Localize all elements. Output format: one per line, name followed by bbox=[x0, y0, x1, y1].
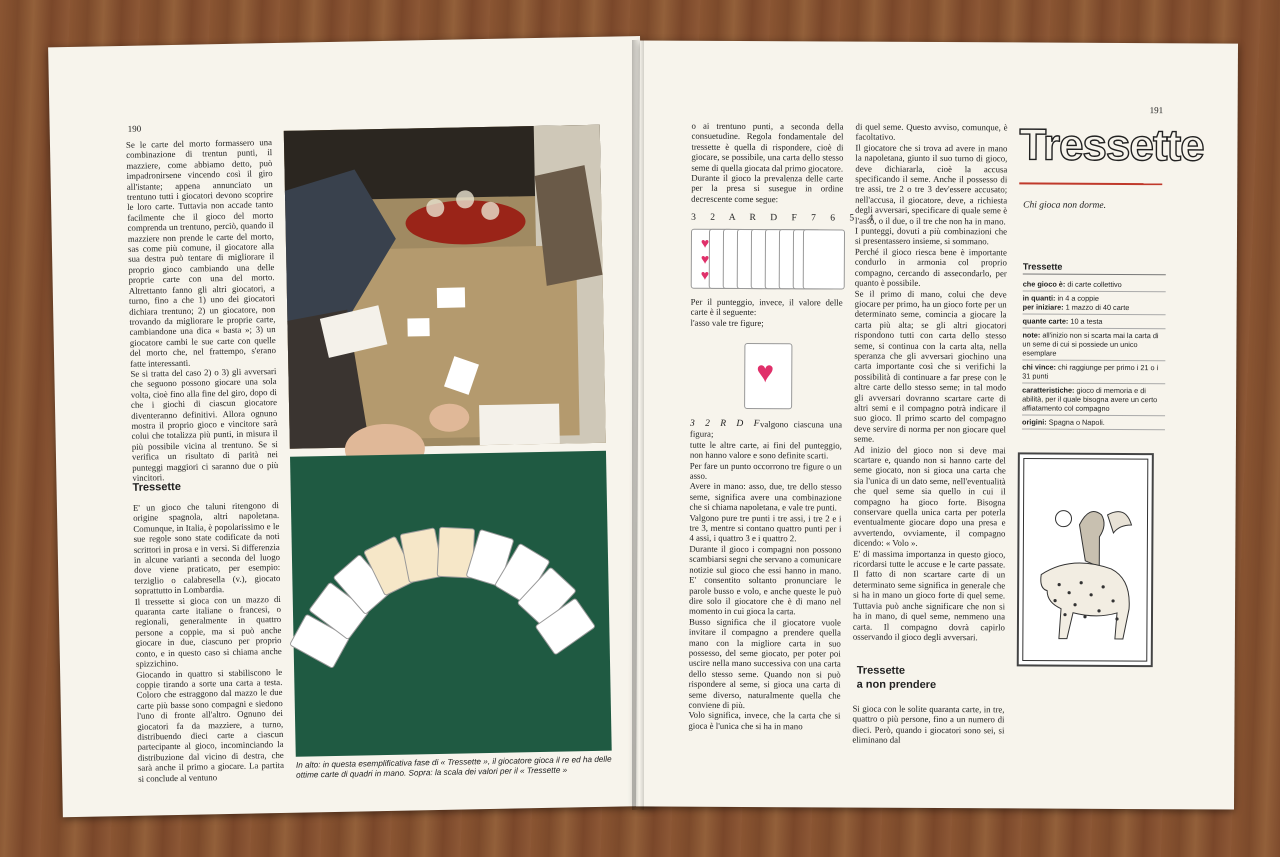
playing-card bbox=[803, 229, 845, 289]
card-players-photo bbox=[284, 125, 606, 449]
motto: Chi gioca non dorme. bbox=[1023, 200, 1107, 211]
heart-icon: ♥ bbox=[756, 356, 775, 390]
info-row bbox=[1022, 415, 1165, 430]
figure-sequence: 3 2 R D F bbox=[689, 418, 764, 430]
card-fan-illustration bbox=[691, 229, 843, 290]
info-value: 10 a testa bbox=[1070, 316, 1103, 326]
info-label: in quanti: bbox=[1022, 293, 1056, 303]
info-value: in 4 a coppie bbox=[1057, 293, 1099, 303]
right-col1-text-a: o ai trentuno punti, a seconda della consuetudine. Regola fondamentale del tressette è quella di rispondere, cioè di giocare, se possibile, una carta dello stesso seme di quella giocata dal primo giocatore. Durante il gioco la prevalenza delle carte per la presa si susegue in ordine decrescente come segue: bbox=[691, 120, 844, 205]
info-row bbox=[1023, 277, 1166, 292]
info-label: quante carte: bbox=[1022, 316, 1069, 326]
page-number-left: 190 bbox=[127, 123, 142, 134]
info-label: che gioco è: bbox=[1022, 279, 1066, 289]
left-section-text bbox=[132, 500, 285, 784]
info-label: note: bbox=[1022, 330, 1041, 340]
book-spine bbox=[632, 40, 644, 810]
info-row bbox=[1023, 314, 1166, 329]
card-arc-photo bbox=[290, 451, 612, 757]
left-column-text bbox=[125, 137, 279, 483]
paragraph: Se le carte del morto formassero una combinazione di trentun punti, il mazziere, come abbiamo detto, può impadronirsene vincendo così il giro all'istante; appena annunciato un trentuno tutti i giocatori devono scoprire le loro carte. Tuttavia non accade tanto facilmente che il gioco del morto comprenda un trentuno, perciò, quando il mazziere non prende le carte del morto, sas come più comune, il giocatore alla sua destra può tentare di migliorare il proprio gioco cambiando una delle proprie carte con una del morto. Altrettanto fanno gli altri giocatori, a turno, fino a che 1) uno dei giocatori dichiara trentuno; 2) un giocatore, non trovando da migliorare le proprie carte, cambiandone una dica « basta »; 3) un giocatore cambi le sue carte con quelle del morto che, nel frattempo, s'erano fatte interessanti. bbox=[125, 137, 277, 369]
right-col1-text-b: Per il punteggio, invece, il valore delle carte è il seguente: l'asso vale tre figure; bbox=[690, 296, 843, 328]
info-label: per iniziare: bbox=[1022, 302, 1064, 312]
right-col2-section-text: Si gioca con le solite quaranta carte, in tre, quattro o più persone, fino a un numero di dieci. Però, quando i giocatori sono sei, si eliminano dal bbox=[852, 703, 1005, 746]
photo-caption: In alto: in questa esemplificativa fase di « Tressette », il giocatore gioca il re ed ha delle ottime carte di quadri in mano. Sopra: la scala dei valori per il « Tressette » bbox=[295, 754, 612, 780]
page-number-right: 191 bbox=[1149, 105, 1164, 116]
paragraph: Se si tratta del caso 2) o 3) gli avversari che seguono possono giocare una sola volta, cioè fino alla fine del giro, dopo di che i giochi di ciascun giocatore diventeranno definitivi. Allora ognuno mostra il proprio gioco e vincitore sarà colui che totalizza più punti, in misura il più possibile vicina al trentuno. Se si verifica un risultato di parità nei punteggi maggiori ci saranno due o più vincitori. bbox=[130, 365, 279, 483]
info-value: all'inizio non si scarta mai la carta di un seme di cui si possiede un unico esemplare bbox=[1022, 330, 1159, 358]
info-value: chi raggiunge per primo i 21 o i 31 punti bbox=[1022, 362, 1159, 381]
heart-icon: ♥ ♥ ♥ bbox=[700, 236, 710, 284]
info-value: Spagna o Napoli. bbox=[1048, 417, 1105, 427]
ace-of-hearts-card bbox=[744, 343, 792, 409]
info-label: origini: bbox=[1021, 417, 1047, 427]
leopard-rider-engraving bbox=[1019, 454, 1152, 665]
info-row bbox=[1022, 383, 1165, 416]
info-row bbox=[1023, 291, 1166, 315]
engraving-illustration bbox=[1017, 452, 1154, 667]
right-col1-text-c: valgono ciascuna una figura; tutte le altre carte, ai fini del punteggio, non hanno valore e sono definite scarti. Per fare un punto occorrono tre figure o un asso. Avere in mano: asso, due, tre dello stesso seme, significa avere una combinazione che si chiama napoletana, e vale tre punti. Valgono pure tre punti i tre assi, i tre 2 e i tre 3, mentre si contano quattro punti per i 4 assi, i quattro 3 e i quattro 2. Durante il gioco i compagni non possono scambiarsi segni che servano a comunicare notizie sul gioco che essi hanno in mano. E' consentito soltanto pronunciare le parole busso e volo, e anche queste le può dire solo il giocatore che è di mano nel momento in cui gioca la carta. Busso significa che il giocatore vuole invitare il compagno a prendere quella mano con la migliore carta in suo possesso, del seme giocato, per poter poi uscire nella mano successiva con una carta dello stesso seme. Quando non si può rispondere al seme, si gioca una carta di seme diverso, naturalmente quella che conviene di più. Volo significa, invece, che la carta che si gioca è l'unica che si ha in mano bbox=[688, 419, 843, 732]
card-order-sequence: 3 2 A R D F 7 6 5 4 bbox=[691, 212, 880, 224]
info-value: di carte collettivo bbox=[1067, 279, 1122, 289]
section-title-line: a non prendere bbox=[856, 678, 937, 691]
info-row bbox=[1022, 328, 1165, 361]
left-page bbox=[48, 36, 655, 817]
right-page bbox=[636, 40, 1238, 809]
paragraph: Il tressette si gioca con un mazzo di quaranta carte italiane o francesi, o regionali, generalmente in quattro persone a coppie, ma si può anche giocare in due, ciascuno per proprio conto, e in questo caso si chiama anche spizzichino. bbox=[134, 593, 282, 669]
info-box bbox=[1022, 262, 1166, 430]
info-box-title: Tressette bbox=[1023, 262, 1166, 275]
info-label: chi vince: bbox=[1022, 362, 1057, 372]
section-title-a-non-prendere bbox=[857, 664, 937, 692]
card-players-illustration bbox=[284, 125, 606, 449]
section-title-line: Tressette bbox=[856, 664, 906, 677]
info-value: 1 mazzo di 40 carte bbox=[1065, 302, 1130, 313]
info-row bbox=[1022, 360, 1165, 384]
paragraph: E' un gioco che taluni ritengono di origine spagnola, altri napoletana. Comunque, in Italia, è popolarissimo e le sue regole sono state codificate da noti scrittori in prosa e in versi. Si differenzia in alcune varianti a seconda del luogo dove viene praticato, per esempio: terziglio o calabresella (v.), giocato soprattutto in Lombardia. bbox=[132, 500, 281, 597]
info-label: caratteristiche: bbox=[1022, 385, 1075, 395]
section-title: Tressette bbox=[132, 480, 181, 494]
info-value: gioco di memoria e di abilità, per il quale bisogna avere un certo affiatamento col compagno bbox=[1022, 385, 1158, 413]
chapter-title: Tressette bbox=[1019, 120, 1204, 171]
red-rule bbox=[1019, 182, 1162, 185]
right-col2-text: di quel seme. Questo avviso, comunque, è facoltativo. Il giocatore che si trova ad avere in mano la napoletana, giunto il suo turno di gioco, deve dichiararla, cioè la accusa specificando il seme. Anche il possesso di tre assi, tre 2 o tre 3 dev'essere accusato; nell'accusa, il giocatore, deve, a richiesta degli avversari, specificare di quale seme è l'asso, o il due, o il tre che non ha in mano. I punteggi, dovuti a più combinazioni che si presentassero insieme, si sommano. Perché il gioco riesca bene è importante condurlo in armonia col proprio compagno, cercando di assecondarlo, per quanto è possibile. Se il primo di mano, colui che deve giocare per primo, ha un gioco forte per un determinato seme, comincia a giocare la carta più alta; se gli altri giocatori rispondono tutti con carta dello stesso seme, si continua con la carta alta, nella speranza che gli avversari giochino una carta importante così che si verifichi la possibilità di continuare a far prese con le altre carte dello stesso seme; in tal modo gli avversari dovranno scartare carte di altri semi e il compagno potrà indicare il suo gioco. Il primo scarto del compagno deve servire di norma per non giocare quel seme. Ad inizio del gioco non si deve mai scartare e, quando non si hanno carte del seme giocato, non si gioca una carta che sia l'unica di un dato seme, nell'eventualità che quel seme sia quello in cui il compagno ha gioco forte. Bisogna conservare quella unica carta per poterla eventualmente giocare dopo una presa e avvertendo, ovviamente, il compagno dicendo: « Volo ». E' di massima importanza in questo gioco, ricordarsi tutte le accuse e le carte passate. Il fatto di non scartare carte di un determinato seme significa in generale che si ha in mano un gioco forte di quel seme. Tuttavia può anche significare che non si ha in mano, di quel seme, nemmeno una carta. Il compagno dovrà capirlo osservando il gioco degli avversari. bbox=[852, 121, 1008, 643]
paragraph: Giocando in quattro si stabiliscono le coppie tirando a sorte una carta a testa. Coloro che estraggono dal mazzo le due carte più basse sono compagni e siedono l'uno di fronte all'altro. Ognuno dei giocatori fa da mazziere, a turno, distribuendo dieci carte a ciascun partecipante al gioco, incominciando la distribuzione dal vicino di destra, che sarà anche il primo a giocare. La partita si conclude al ventuno bbox=[136, 666, 285, 784]
